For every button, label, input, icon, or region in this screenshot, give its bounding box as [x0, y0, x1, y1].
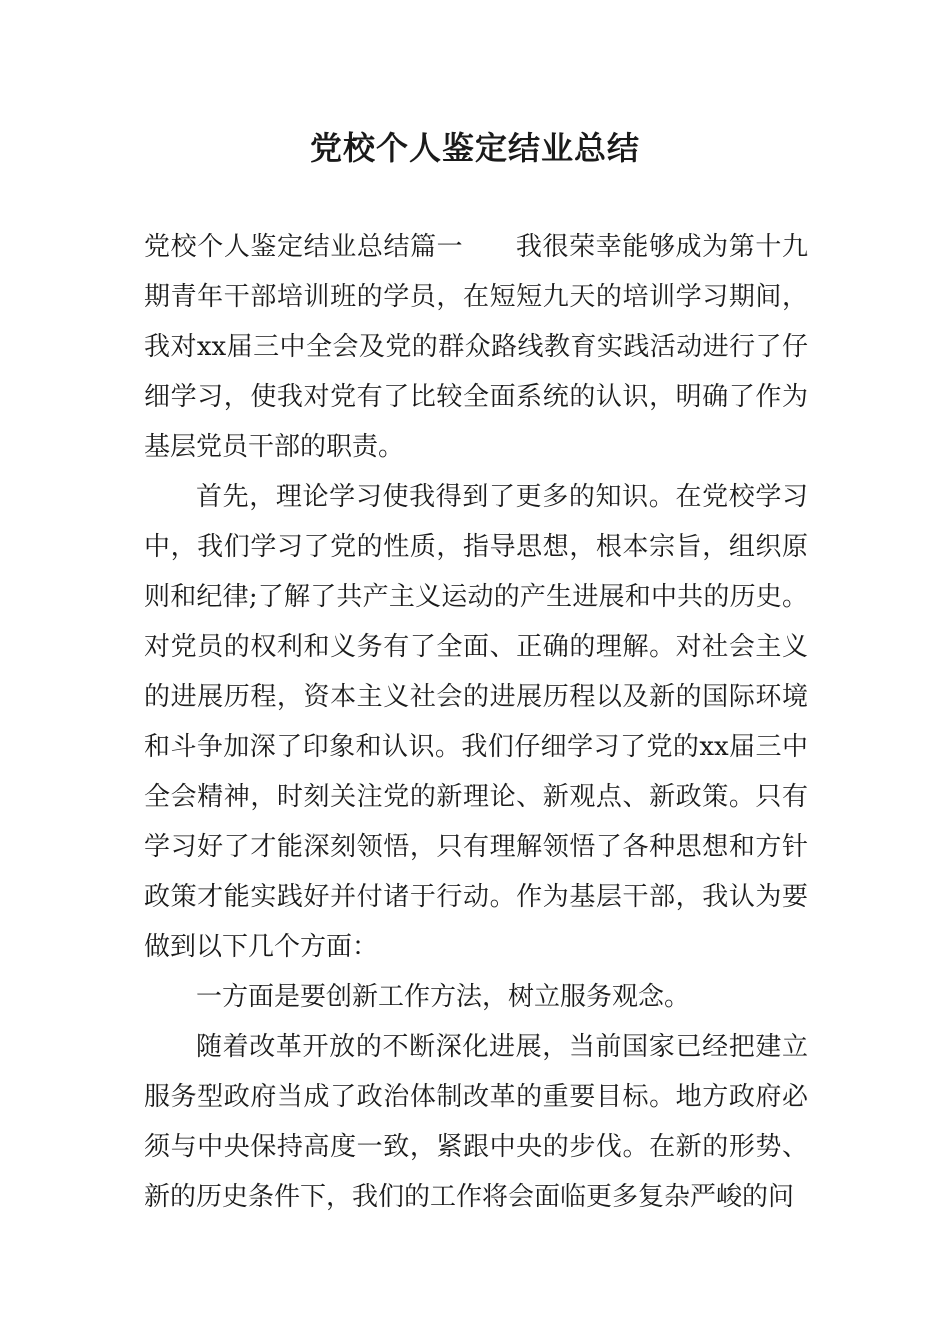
paragraph: 一方面是要创新工作方法，树立服务观念。 — [196, 982, 691, 1012]
document-body — [144, 222, 808, 1222]
paragraph: 首先，理论学习使我得到了更多的知识。在党校学习中，我们学习了党的性质，指导思想，根本宗旨，组织原则和纪律;了解了共产主义运动的产生进展和中共的历史。对党员的权利和义务有了全面、正确的理解。对社会主义的进展历程，资本主义社会的进展历程以及新的国际环境和斗争加深了印象和认识。我们仔细学习了党的xx届三中全会精神，时刻关注党的新理论、新观点、新政策。只有学习好了才能深刻领悟，只有理解领悟了各种思想和方针政策才能实践好并付诸于行动。作为基层干部，我认为要做到以下几个方面： — [144, 482, 808, 962]
section-heading: 党校个人鉴定结业总结篇一 — [144, 232, 464, 262]
paragraph-text: 我很荣幸能够成为第十九期青年干部培训班的学员，在短短九天的培训学习期间，我对xx届三中全会及党的群众路线教育实践活动进行了仔细学习，使我对党有了比较全面系统的认识，明确了作为基层党员干部的职责。 — [144, 232, 808, 462]
paragraph: 随着改革开放的不断深化进展，当前国家已经把建立服务型政府当成了政治体制改革的重要目标。地方政府必须与中央保持高度一致，紧跟中央的步伐。在新的形势、新的历史条件下，我们的工作将会面临更多复杂严峻的问 — [144, 1032, 808, 1212]
intro-paragraph — [144, 222, 808, 472]
document-title: 党校个人鉴定结业总结 — [309, 129, 640, 167]
